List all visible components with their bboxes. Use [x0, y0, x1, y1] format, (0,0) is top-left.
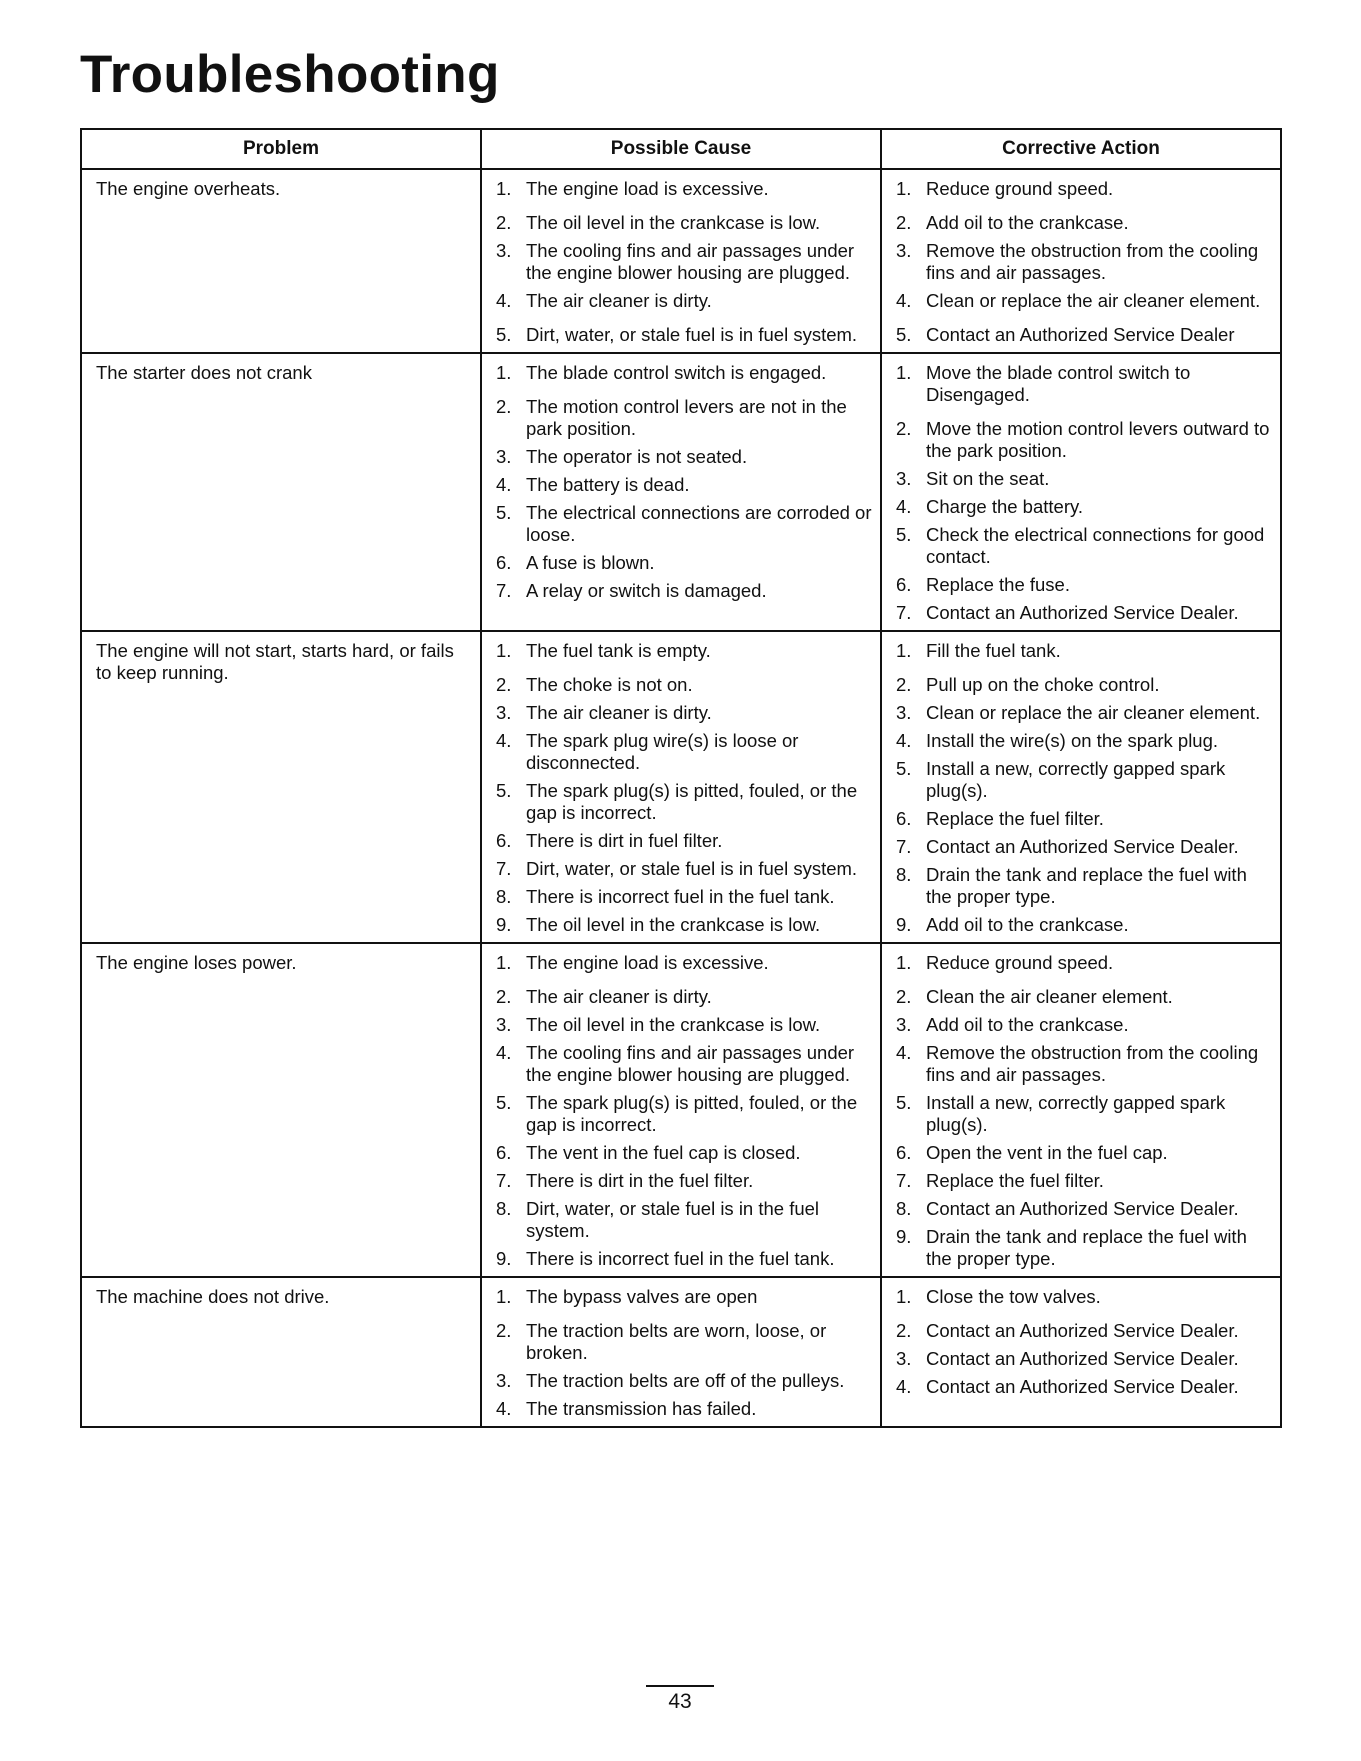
action-text: Install a new, correctly gapped spark plug(s).	[926, 758, 1226, 801]
action-text: Replace the fuel filter.	[926, 808, 1104, 829]
list-item	[496, 1198, 872, 1248]
item-number: 9.	[896, 914, 912, 935]
cause-text: The motion control levers are not in the park position.	[526, 396, 847, 439]
list-item	[896, 1092, 1272, 1142]
table-body	[81, 169, 1281, 1427]
item-number: 3.	[896, 702, 912, 723]
item-number: 8.	[496, 1198, 512, 1219]
list-item	[496, 446, 872, 474]
action-text: Open the vent in the fuel cap.	[926, 1142, 1168, 1163]
list-item	[496, 1398, 872, 1420]
cause-text: The engine load is excessive.	[526, 178, 769, 199]
item-number: 4.	[496, 474, 512, 495]
list-item	[896, 1376, 1272, 1398]
cause-text: There is dirt in fuel filter.	[526, 830, 723, 851]
list-item	[496, 240, 872, 290]
item-number: 7.	[896, 602, 912, 623]
action-text: Contact an Authorized Service Dealer.	[926, 1198, 1239, 1219]
problem-cell	[81, 943, 481, 1277]
list-item	[896, 524, 1272, 574]
item-number: 9.	[496, 914, 512, 935]
item-number: 2.	[496, 396, 512, 417]
action-text: Contact an Authorized Service Dealer	[926, 324, 1235, 345]
action-text: Contact an Authorized Service Dealer.	[926, 1348, 1239, 1369]
cause-text: A fuse is blown.	[526, 552, 655, 573]
list-item	[896, 836, 1272, 864]
cause-text: The air cleaner is dirty.	[526, 290, 712, 311]
cause-text: The spark plug(s) is pitted, fouled, or the gap is incorrect.	[526, 780, 858, 823]
action-text: Move the blade control switch to Disengaged.	[926, 362, 1191, 405]
list-item	[896, 864, 1272, 914]
item-number: 3.	[496, 240, 512, 261]
cause-text: The traction belts are worn, loose, or broken.	[526, 1320, 827, 1363]
item-number: 1.	[496, 640, 512, 661]
possible-cause-cell	[481, 943, 881, 1277]
item-number: 1.	[896, 952, 912, 973]
cause-text: The oil level in the crankcase is low.	[526, 212, 821, 233]
possible-cause-cell	[481, 631, 881, 943]
corrective-action-cell	[881, 1277, 1281, 1427]
problem-cell	[81, 1277, 481, 1427]
item-number: 3.	[496, 1370, 512, 1391]
item-number: 1.	[496, 1286, 512, 1307]
list-item	[496, 780, 872, 830]
cause-text: The operator is not seated.	[526, 446, 748, 467]
item-number: 6.	[496, 1142, 512, 1163]
list-item	[496, 1370, 872, 1398]
item-number: 8.	[896, 1198, 912, 1219]
page-number-rule	[646, 1685, 714, 1687]
cause-text: The traction belts are off of the pulleys.	[526, 1370, 845, 1391]
action-text: Clean or replace the air cleaner element.	[926, 702, 1261, 723]
table-row	[81, 631, 1281, 943]
list-item	[896, 1226, 1272, 1270]
list-item	[896, 1348, 1272, 1376]
cause-list	[482, 944, 880, 1276]
cause-text: The battery is dead.	[526, 474, 690, 495]
item-number: 3.	[896, 468, 912, 489]
header-corrective-action: Corrective Action	[881, 129, 1281, 169]
action-text: Add oil to the crankcase.	[926, 914, 1129, 935]
list-item	[496, 580, 872, 602]
list-item	[496, 952, 872, 986]
list-item	[896, 702, 1272, 730]
table-row	[81, 353, 1281, 631]
list-item	[496, 1014, 872, 1042]
item-number: 1.	[496, 952, 512, 973]
troubleshooting-table	[80, 128, 1282, 1428]
action-text: Drain the tank and replace the fuel with the proper type.	[926, 864, 1247, 907]
action-list	[882, 354, 1280, 630]
list-item	[896, 1014, 1272, 1042]
item-number: 4.	[496, 1042, 512, 1063]
item-number: 1.	[496, 362, 512, 383]
item-number: 2.	[896, 212, 912, 233]
action-text: Reduce ground speed.	[926, 178, 1114, 199]
list-item	[496, 1170, 872, 1198]
cause-text: The spark plug(s) is pitted, fouled, or the gap is incorrect.	[526, 1092, 858, 1135]
item-number: 8.	[496, 886, 512, 907]
list-item	[896, 1142, 1272, 1170]
action-text: Add oil to the crankcase.	[926, 1014, 1129, 1035]
list-item	[496, 396, 872, 446]
item-number: 5.	[896, 324, 912, 345]
list-item	[496, 474, 872, 502]
item-number: 3.	[496, 1014, 512, 1035]
problem-text: The engine will not start, starts hard, or fails to keep running.	[96, 640, 454, 683]
list-item	[496, 730, 872, 780]
list-item	[496, 858, 872, 886]
action-text: Check the electrical connections for good contact.	[926, 524, 1265, 567]
item-number: 7.	[496, 580, 512, 601]
list-item	[896, 1198, 1272, 1226]
item-number: 1.	[496, 178, 512, 199]
page-title: Troubleshooting	[80, 45, 500, 104]
cause-list	[482, 1278, 880, 1426]
list-item	[496, 1248, 872, 1270]
list-item	[896, 1042, 1272, 1092]
item-number: 2.	[896, 674, 912, 695]
list-item	[896, 808, 1272, 836]
list-item	[896, 640, 1272, 674]
action-list	[882, 170, 1280, 352]
list-item	[496, 986, 872, 1014]
item-number: 6.	[896, 1142, 912, 1163]
action-text: Replace the fuel filter.	[926, 1170, 1104, 1191]
cause-text: There is incorrect fuel in the fuel tank.	[526, 1248, 835, 1269]
list-item	[896, 496, 1272, 524]
list-item	[896, 1170, 1272, 1198]
item-number: 5.	[496, 1092, 512, 1113]
cause-text: The bypass valves are open	[526, 1286, 758, 1307]
item-number: 6.	[896, 574, 912, 595]
item-number: 3.	[896, 1014, 912, 1035]
list-item	[496, 1286, 872, 1320]
list-item	[896, 468, 1272, 496]
cause-text: Dirt, water, or stale fuel is in the fuel system.	[526, 1198, 820, 1241]
list-item	[496, 324, 872, 346]
item-number: 6.	[496, 552, 512, 573]
action-text: Clean the air cleaner element.	[926, 986, 1173, 1007]
possible-cause-cell	[481, 169, 881, 353]
item-number: 3.	[896, 240, 912, 261]
cause-list	[482, 632, 880, 942]
action-text: Charge the battery.	[926, 496, 1083, 517]
item-number: 1.	[896, 1286, 912, 1307]
table-row	[81, 1277, 1281, 1427]
cause-text: The blade control switch is engaged.	[526, 362, 827, 383]
item-number: 4.	[896, 290, 912, 311]
action-text: Fill the fuel tank.	[926, 640, 1061, 661]
action-text: Install the wire(s) on the spark plug.	[926, 730, 1219, 751]
item-number: 4.	[496, 290, 512, 311]
item-number: 6.	[896, 808, 912, 829]
item-number: 6.	[496, 830, 512, 851]
list-item	[496, 1092, 872, 1142]
item-number: 2.	[896, 1320, 912, 1341]
cause-text: The spark plug wire(s) is loose or disconnected.	[526, 730, 799, 773]
list-item	[496, 178, 872, 212]
item-number: 2.	[496, 986, 512, 1007]
item-number: 7.	[496, 1170, 512, 1191]
action-text: Pull up on the choke control.	[926, 674, 1160, 695]
list-item	[896, 324, 1272, 346]
list-item	[496, 1042, 872, 1092]
cause-text: There is incorrect fuel in the fuel tank.	[526, 886, 835, 907]
possible-cause-cell	[481, 1277, 881, 1427]
item-number: 5.	[496, 780, 512, 801]
list-item	[896, 730, 1272, 758]
problem-text: The starter does not crank	[96, 362, 312, 383]
item-number: 4.	[496, 730, 512, 751]
item-number: 8.	[896, 864, 912, 885]
cause-list	[482, 354, 880, 608]
cause-text: Dirt, water, or stale fuel is in fuel system.	[526, 858, 858, 879]
item-number: 2.	[496, 212, 512, 233]
problem-cell	[81, 169, 481, 353]
list-item	[896, 212, 1272, 240]
action-list	[882, 944, 1280, 1276]
cause-text: The cooling fins and air passages under the engine blower housing are plugged.	[526, 240, 855, 283]
cause-text: Dirt, water, or stale fuel is in fuel system.	[526, 324, 858, 345]
cause-text: The vent in the fuel cap is closed.	[526, 1142, 801, 1163]
action-text: Remove the obstruction from the cooling fins and air passages.	[926, 1042, 1259, 1085]
item-number: 1.	[896, 362, 912, 383]
action-text: Contact an Authorized Service Dealer.	[926, 836, 1239, 857]
list-item	[496, 290, 872, 324]
item-number: 1.	[896, 640, 912, 661]
cause-text: There is dirt in the fuel filter.	[526, 1170, 754, 1191]
list-item	[896, 602, 1272, 624]
item-number: 5.	[896, 1092, 912, 1113]
corrective-action-cell	[881, 631, 1281, 943]
item-number: 5.	[496, 324, 512, 345]
cause-text: The transmission has failed.	[526, 1398, 757, 1419]
list-item	[496, 362, 872, 396]
item-number: 3.	[896, 1348, 912, 1369]
list-item	[496, 502, 872, 552]
cause-text: The oil level in the crankcase is low.	[526, 914, 821, 935]
action-text: Drain the tank and replace the fuel with the proper type.	[926, 1226, 1247, 1269]
action-list	[882, 632, 1280, 942]
action-text: Sit on the seat.	[926, 468, 1050, 489]
action-text: Reduce ground speed.	[926, 952, 1114, 973]
cause-text: The choke is not on.	[526, 674, 693, 695]
list-item	[896, 240, 1272, 290]
list-item	[496, 212, 872, 240]
item-number: 3.	[496, 702, 512, 723]
cause-text: The electrical connections are corroded or loose.	[526, 502, 872, 545]
corrective-action-cell	[881, 943, 1281, 1277]
list-item	[896, 758, 1272, 808]
problem-text: The engine overheats.	[96, 178, 281, 199]
item-number: 4.	[896, 1042, 912, 1063]
list-item	[896, 914, 1272, 936]
item-number: 2.	[896, 986, 912, 1007]
item-number: 4.	[496, 1398, 512, 1419]
item-number: 7.	[896, 836, 912, 857]
action-text: Add oil to the crankcase.	[926, 212, 1129, 233]
header-problem: Problem	[81, 129, 481, 169]
item-number: 5.	[896, 758, 912, 779]
table-row	[81, 169, 1281, 353]
action-text: Install a new, correctly gapped spark plug(s).	[926, 1092, 1226, 1135]
action-text: Clean or replace the air cleaner element.	[926, 290, 1261, 311]
list-item	[896, 674, 1272, 702]
item-number: 7.	[896, 1170, 912, 1191]
item-number: 1.	[896, 178, 912, 199]
possible-cause-cell	[481, 353, 881, 631]
list-item	[496, 640, 872, 674]
action-text: Replace the fuse.	[926, 574, 1070, 595]
problem-cell	[81, 631, 481, 943]
list-item	[896, 574, 1272, 602]
list-item	[896, 178, 1272, 212]
action-text: Close the tow valves.	[926, 1286, 1101, 1307]
item-number: 3.	[496, 446, 512, 467]
list-item	[896, 952, 1272, 986]
list-item	[896, 1286, 1272, 1320]
action-text: Contact an Authorized Service Dealer.	[926, 1320, 1239, 1341]
cause-list	[482, 170, 880, 352]
list-item	[496, 914, 872, 936]
list-item	[496, 1320, 872, 1370]
list-item	[496, 702, 872, 730]
corrective-action-cell	[881, 169, 1281, 353]
table-row	[81, 943, 1281, 1277]
cause-text: The oil level in the crankcase is low.	[526, 1014, 821, 1035]
item-number: 5.	[496, 502, 512, 523]
cause-text: The air cleaner is dirty.	[526, 986, 712, 1007]
problem-text: The machine does not drive.	[96, 1286, 330, 1307]
item-number: 4.	[896, 496, 912, 517]
action-text: Remove the obstruction from the cooling fins and air passages.	[926, 240, 1259, 283]
list-item	[896, 418, 1272, 468]
problem-cell	[81, 353, 481, 631]
page-number: 43	[668, 1690, 692, 1713]
item-number: 5.	[896, 524, 912, 545]
corrective-action-cell	[881, 353, 1281, 631]
problem-text: The engine loses power.	[96, 952, 297, 973]
list-item	[896, 290, 1272, 324]
action-list	[882, 1278, 1280, 1404]
item-number: 2.	[896, 418, 912, 439]
item-number: 7.	[496, 858, 512, 879]
cause-text: The air cleaner is dirty.	[526, 702, 712, 723]
list-item	[896, 362, 1272, 418]
item-number: 4.	[896, 730, 912, 751]
list-item	[496, 830, 872, 858]
item-number: 9.	[896, 1226, 912, 1247]
cause-text: The engine load is excessive.	[526, 952, 769, 973]
item-number: 2.	[496, 674, 512, 695]
header-possible-cause: Possible Cause	[481, 129, 881, 169]
item-number: 2.	[496, 1320, 512, 1341]
action-text: Contact an Authorized Service Dealer.	[926, 602, 1239, 623]
list-item	[496, 1142, 872, 1170]
item-number: 9.	[496, 1248, 512, 1269]
list-item	[496, 674, 872, 702]
table-header-row	[81, 129, 1281, 169]
cause-text: A relay or switch is damaged.	[526, 580, 767, 601]
action-text: Move the motion control levers outward to the park position.	[926, 418, 1270, 461]
action-text: Contact an Authorized Service Dealer.	[926, 1376, 1239, 1397]
list-item	[896, 986, 1272, 1014]
list-item	[496, 886, 872, 914]
list-item	[896, 1320, 1272, 1348]
item-number: 4.	[896, 1376, 912, 1397]
cause-text: The fuel tank is empty.	[526, 640, 711, 661]
list-item	[496, 552, 872, 580]
cause-text: The cooling fins and air passages under the engine blower housing are plugged.	[526, 1042, 855, 1085]
